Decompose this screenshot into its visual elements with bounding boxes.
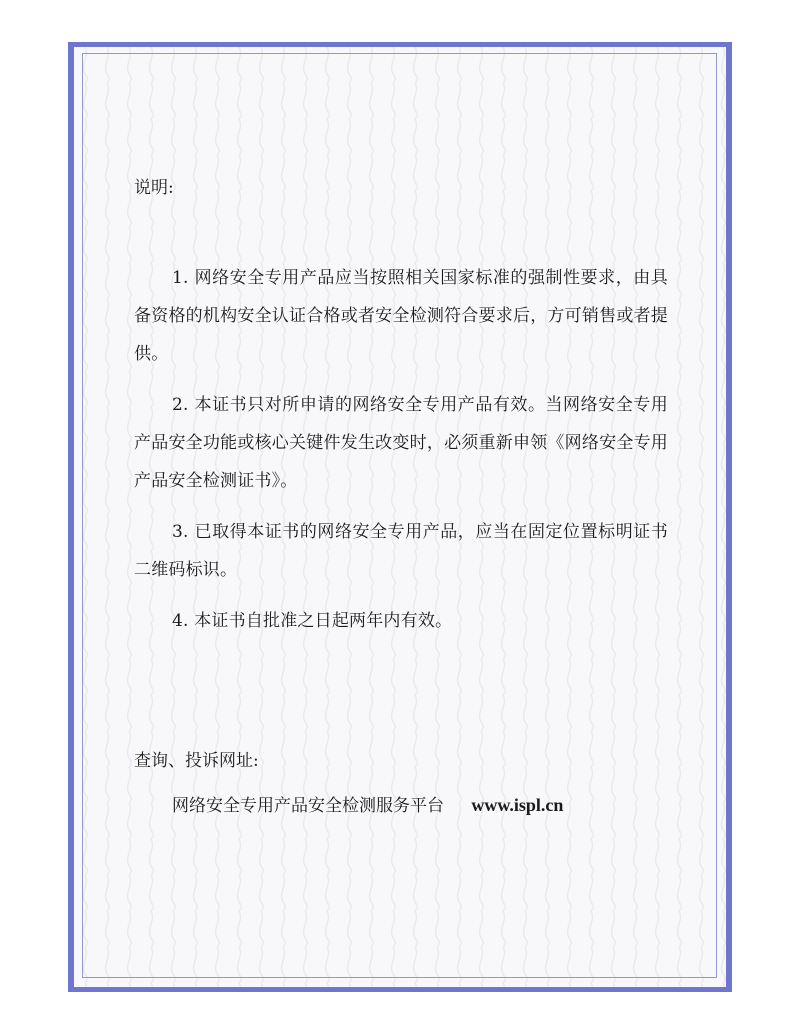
notes-heading: 说明: (134, 178, 174, 198)
contact-line (172, 791, 563, 816)
platform-name: 网络安全专用产品安全检测服务平台 (172, 796, 444, 816)
contact-heading: 查询、投诉网址: (134, 751, 259, 771)
clause-2: 2. 本证书只对所申请的网络安全专用产品有效。当网络安全专用产品安全功能或核心关键件发生改变时，必须重新申领《网络安全专用产品安全检测证书》。 (134, 395, 668, 491)
platform-url-link[interactable]: www.ispl.cn (471, 795, 564, 815)
clause-4: 4. 本证书自批准之日起两年内有效。 (172, 611, 453, 631)
clause-3: 3. 已取得本证书的网络安全专用产品，应当在固定位置标明证书二维码标识。 (134, 522, 668, 580)
notes-clauses (134, 259, 668, 653)
clause-1: 1. 网络安全专用产品应当按照相关国家标准的强制性要求，由具备资格的机构安全认证合格或者安全检测符合要求后，方可销售或者提供。 (134, 268, 668, 364)
